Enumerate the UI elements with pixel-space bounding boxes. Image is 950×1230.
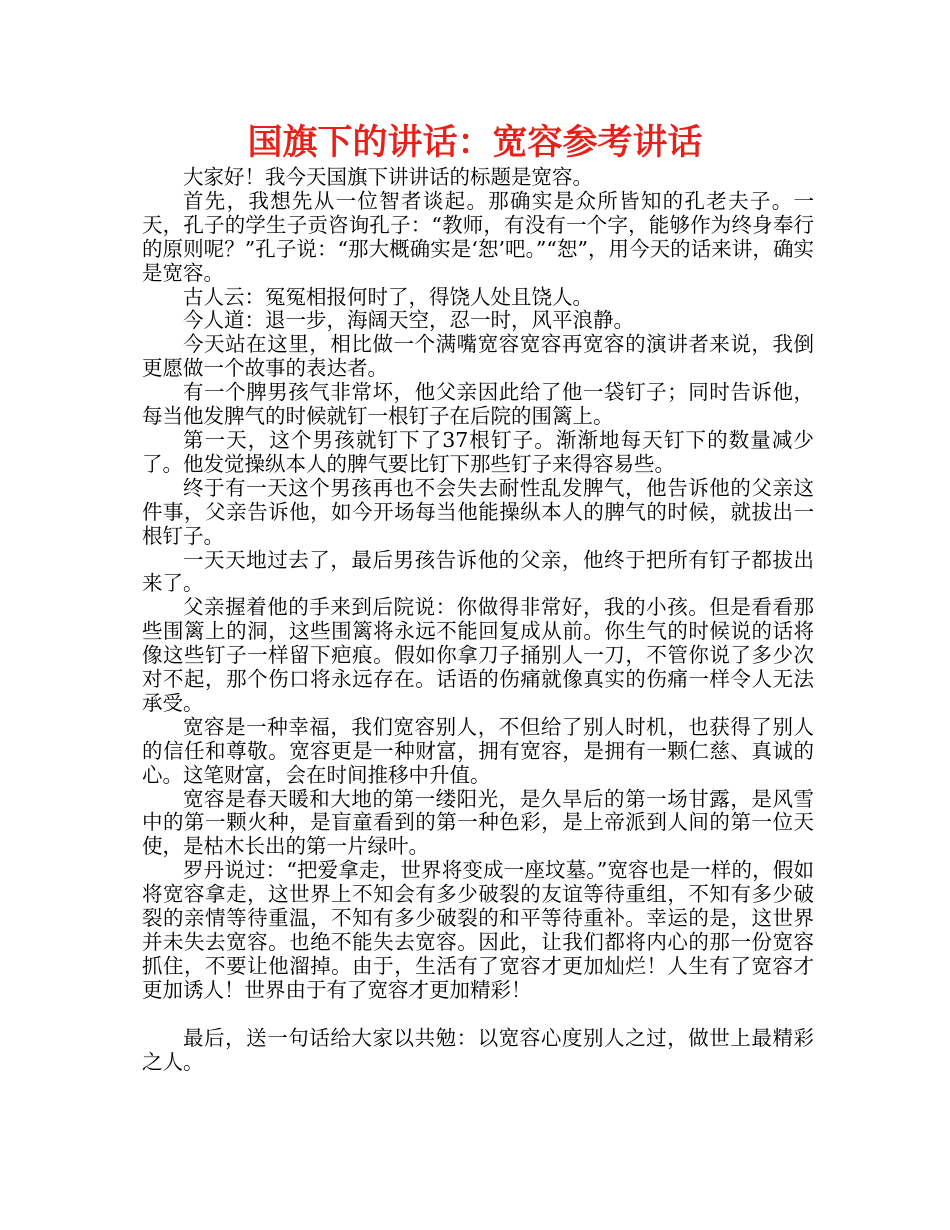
paragraph: 终于有一天这个男孩再也不会失去耐性乱发脾气，他告诉他的父亲这件事，父亲告诉他，如今开场每当他能操纵本人的脾气的时候，就拔出一根钉子。: [142, 475, 814, 548]
paragraph: 今人道：退一步，海阔天空，忍一时，风平浪静。: [183, 308, 634, 333]
document-body: [142, 166, 814, 1075]
paragraph: 首先，我想先从一位智者谈起。那确实是众所皆知的孔老夫子。一天，孔子的学生子贡咨询孔子：“教师，有没有一个字，能够作为终身奉行的原则呢？”孔子说：“那大概确实是‘恕’吧。”“恕”，用今天的话来讲，确实是宽容。: [142, 188, 814, 285]
paragraph: 一天天地过去了，最后男孩告诉他的父亲，他终于把所有钉子都拔出来了。: [142, 547, 814, 596]
paragraph: 罗丹说过：“把爱拿走，世界将变成一座坟墓。”宽容也是一样的，假如将宽容拿走，这世界上不知会有多少破裂的友谊等待重组，不知有多少破裂的亲情等待重温，不知有多少破裂的和平等待重补。幸运的是，这世界并未失去宽容。也绝不能失去宽容。因此，让我们都将内心的那一份宽容抓住，不要让他溜掉。由于，生活有了宽容才更加灿烂！人生有了宽容才更加诱人！世界由于有了宽容才更加精彩！: [142, 858, 814, 1002]
paragraph: 今天站在这里，相比做一个满嘴宽容宽容再宽容的演讲者来说，我倒更愿做一个故事的表达者。: [142, 332, 814, 381]
paragraph: 大家好！我今天国旗下讲讲话的标题是宽容。: [183, 165, 593, 189]
paragraph: 宽容是一种幸福，我们宽容别人，不但给了别人时机，也获得了别人的信任和尊敬。宽容更是一种财富，拥有宽容，是拥有一颗仁慈、真诚的心。这笔财富，会在时间推移中升值。: [142, 714, 814, 787]
paragraph: 古人云：冤冤相报何时了，得饶人处且饶人。: [183, 284, 593, 309]
paragraph: 宽容是春天暖和大地的第一缕阳光，是久旱后的第一场甘露，是风雪中的第一颗火种，是盲童看到的第一种色彩，是上帝派到人间的第一位天使，是枯木长出的第一片绿叶。: [142, 786, 814, 859]
paragraph: 第一天，这个男孩就钉下了37根钉子。渐渐地每天钉下的数量减少了。他发觉操纵本人的脾气要比钉下那些钉子来得容易些。: [142, 427, 814, 476]
blank-line: [142, 1003, 814, 1027]
document-title: 国旗下的讲话：宽容参考讲话: [247, 123, 703, 163]
paragraph: 有一个脾男孩气非常坏，他父亲因此给了他一袋钉子；同时告诉他，每当他发脾气的时候就钉一根钉子在后院的围篱上。: [142, 380, 814, 429]
closing-paragraph: 最后，送一句话给大家以共勉：以宽容心度别人之过，做世上最精彩之人。: [142, 1025, 814, 1074]
paragraph: 父亲握着他的手来到后院说：你做得非常好，我的小孩。但是看看那些围篱上的洞，这些围篱将永远不能回复成从前。你生气的时候说的话将像这些钉子一样留下疤痕。假如你拿刀子捅别人一刀，不管你说了多少次对不起，那个伤口将永远存在。话语的伤痛就像真实的伤痛一样令人无法承受。: [142, 595, 814, 715]
